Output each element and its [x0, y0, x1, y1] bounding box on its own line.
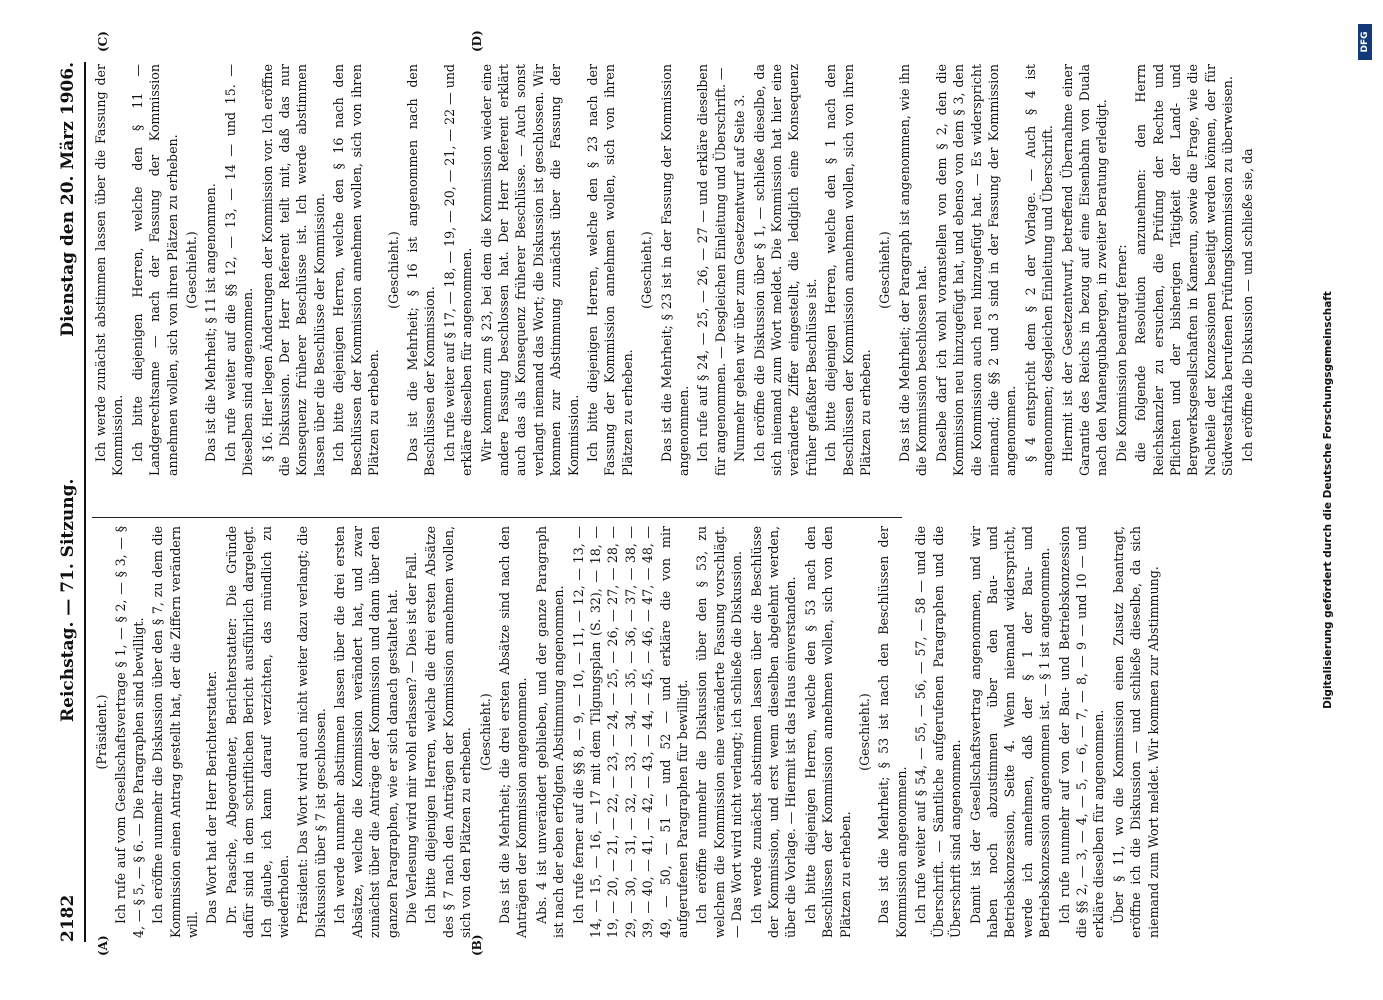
paragraph: Ich bitte diejenigen Herren, welche den § 16 nach den Beschlüssen der Kommission annehmen wollen, sich von ihren Plätzen zu erheben. [331, 64, 382, 476]
margin-mark-b: (B) [470, 934, 484, 956]
paragraph: Über § 11, wo die Kommission einen Zusatz beantragt, eröffne ich die Diskussion — und schließe dieselbe, da sich niemand zum Wort meldet. Wir kommen zur Abstimmung. [1110, 526, 1161, 938]
paragraph: (Geschieht.) [477, 693, 493, 771]
paragraph: Das ist die Mehrheit; § 53 ist nach den Beschlüssen der Kommission angenommen. [876, 526, 909, 938]
paragraph: Das Wort hat der Herr Berichterstatter. [204, 670, 220, 924]
paragraph: Das ist die Mehrheit; die drei ersten Absätze sind nach den Anträgen der Kommission angenommen. [496, 526, 530, 938]
session-title: Reichstag. — 71. Sitzung. [58, 478, 78, 722]
paragraph: Ich eröffne nunmehr die Diskussion über den § 53, zu welchem die Kommission eine veränderte Fassung vorschlägt. — Das Wort wird nicht verlangt; ich schließe die Diskussion. [694, 526, 745, 938]
paragraph: § 4 entspricht dem § 2 der Vorlage. — Auch § 4 ist angenommen; desgleichen Einleitung und Überschrift. [1022, 64, 1056, 476]
paragraph: Wir kommen zum § 23, bei dem die Kommission wieder eine andere Fassung beschlossen hat. Der Herr Referent erklärt auch das als Konsequenz früherer Beschlüsse. — Auch sonst verlangt niemand das Wort; die Diskussion ist geschlossen. Wir kommen zur Abstimmung zunächst über die Fassung der Kommission. [478, 64, 581, 476]
paragraph: (Geschieht.) [184, 231, 200, 309]
paragraph: Ich eröffne die Diskussion über § 1, — schließe dieselbe, da sich niemand zum Wort meldet. Die Kommission hat hier eine veränderte Ziffer eingestellt, die lediglich eine Konsequenz früher gefaßter Beschlüsse ist. [751, 64, 819, 476]
paragraph: (Geschieht.) [385, 231, 401, 309]
page-header [58, 62, 86, 942]
paragraph: Ich bitte diejenigen Herren, welche den § 1 nach den Beschlüssen der Kommission annehmen wollen, sich von ihren Plätzen zu erheben. [823, 64, 874, 476]
dfg-logo: DFG [1358, 24, 1372, 60]
paragraph: Ich werde zunächst abstimmen lassen über die Beschlüsse der Kommission, und erst wenn dieselben abgelehnt werden, über die Vorlage. — Hiermit ist das Haus einverstanden. [748, 526, 799, 938]
paragraph: Ich werde nunmehr abstimmen lassen über die drei ersten Absätze, welche die Kommission verändert hat, und zwar zunächst über die Anträge der Kommission und dann über den ganzen Paragraphen, wie er sich danach gestaltet hat. [332, 526, 400, 938]
paragraph: Ich rufe weiter auf die §§ 12, — 13, — 14 — und 15. — Dieselben sind angenommen. [222, 64, 256, 476]
paragraph: Das ist die Mehrheit; der Paragraph ist angenommen, wie ihn die Kommission beschlossen hat. [896, 64, 930, 476]
paragraph: Abs. 4 ist unverändert geblieben, und der ganze Paragraph ist nach der eben erfolgten Abstimmung angenommen. [533, 526, 567, 938]
paragraph: die folgende Resolution anzunehmen: den Herrn Reichskanzler zu ersuchen, die Prüfung der Rechte und Pflichten und der bisherigen Tätigkeit der Land- und Bergwerksgesellschaften in Kamerun, sowie die Frage, wie die Nachteile der Konzessionen beseitigt werden können, der für Südwestafrika berufenen Prüfungskommission zu überweisen. [1133, 64, 1236, 476]
paragraph: Ich werde zunächst abstimmen lassen über die Fassung der Kommission. [93, 64, 126, 476]
session-date: Dienstag den 20. März 1906. [58, 62, 78, 337]
digitization-credit: Digitalisierung gefördert durch die Deutsche Forschungsgemeinschaft [1322, 291, 1334, 709]
paragraph: (Präsident.) [94, 694, 109, 770]
paragraph: Ich rufe ferner auf die §§ 8, — 9, — 10, — 11, — 12, — 13, — 14, — 15, — 16, — 17 mit dem Tilgungsplan (S. 32), — 18, — 19, — 20, — 21, — 22, — 23, — 24, — 25, — 26, — 27, — 28, — 29, — 30, — 31, — 32, — 33, — 34, — 35, — 36, — 37, — 38, — 39, — 40, — 41, — 42, — 43, — 44, — 45, — 46, — 47, — 48, — 49, — 50, — 51 — und 52 — und erkläre die von mir aufgerufenen Paragraphen für bewilligt. [570, 526, 690, 938]
paragraph: Das ist die Mehrheit; § 23 ist in der Fassung der Kommission angenommen. [658, 64, 691, 476]
paragraph: Ich bitte diejenigen Herren, welche die drei ersten Absätze des § 7 nach den Anträgen der Kommission annehmen wollen, sich von den Plätzen zu erheben. [423, 526, 474, 938]
paragraph: Ich rufe auf § 24, — 25, — 26, — 27 — und erkläre dieselben für angenommen. — Desgleichen Einleitung und Überschrift. — [695, 64, 728, 476]
margin-mark-c: (C) [96, 31, 110, 52]
paragraph: Die Kommission beantragt ferner: [1113, 244, 1129, 462]
header-rule [84, 62, 86, 942]
paragraph: (Geschieht.) [639, 231, 655, 309]
page-number: 2182 [58, 894, 78, 942]
paragraph: Daselbe darf ich wohl voranstellen von dem § 2, den die Kommission neu hinzugefügt hat, und ebenso von dem § 3, den die Kommission auch neu hinzugefügt hat. — Es widerspricht niemand; die §§ 2 und 3 sind in der Fassung der Kommission angenommen. [933, 64, 1019, 476]
margin-mark-d: (D) [470, 30, 484, 52]
paragraph: § 16. Hier liegen Änderungen der Kommission vor. Ich eröffne die Diskussion. Der Herr Referent teilt mit, daß das nur Konsequenz früherer Beschlüsse ist. Ich werde abstimmen lassen über die Beschlüsse der Kommission. [259, 64, 327, 476]
paragraph: Die Verlesung wird mir wohl erlassen? — Dies ist der Fall. [403, 551, 419, 924]
paragraph: Ich bitte diejenigen Herren, welche den § 23 nach der Fassung der Kommission annehmen wollen, sich von ihren Plätzen zu erheben. [584, 64, 635, 476]
paragraph: Hiermit ist der Gesetzentwurf, betreffend Übernahme einer Garantie des Reichs in bezug auf eine Eisenbahn von Duala nach den Manengubabergen, in zweiter Beratung erledigt. [1059, 64, 1110, 476]
paragraph: Ich eröffne die Diskussion — und schließe sie, da [1239, 148, 1255, 462]
paragraph: Ich bitte diejenigen Herren, welche den § 11 — Landgerechtsame — nach der Fassung der Kommission annehmen wollen, sich von ihren Plätzen zu erheben. [129, 64, 180, 476]
paragraph: (Geschieht.) [857, 693, 873, 771]
paragraph: Ich rufe nunmehr auf von der Bau- und Betriebskonzession die §§ 2, — 3, — 4, — 5, — 6, — 7, — 8, — 9 — und 10 — und erkläre dieselben für angenommen. [1056, 526, 1107, 938]
paragraph: Nunmehr gehen wir über zum Gesetzentwurf auf Seite 3. [732, 94, 748, 462]
paragraph: Dr. Paasche, Abgeordneter, Berichterstatter: Die Gründe dafür sind in dem schriftlichen Bericht ausführlich dargelegt. Ich glaube, ich kann darauf verzichten, das mündlich zu wiederholen. [223, 526, 292, 938]
left-column [92, 526, 1161, 938]
paragraph: Präsident: Das Wort wird auch nicht weiter dazu verlangt; die Diskussion über § 7 ist geschlossen. [295, 526, 328, 938]
column-divider [92, 517, 902, 518]
paragraph: Ich bitte diejenigen Herren, welche den § 53 nach den Beschlüssen der Kommission annehmen wollen, sich von den Plätzen zu erheben. [802, 526, 853, 938]
paragraph: Ich rufe auf vom Gesellschaftsvertrage § 1, — § 2, — § 3, — § 4, — § 5, — § 6. — Die Paragraphen sind bewilligt. [113, 526, 146, 938]
paragraph: Das ist die Mehrheit; § 16 ist angenommen nach den Beschlüssen der Kommission. [404, 64, 438, 476]
margin-mark-a: (A) [96, 935, 110, 956]
paragraph: Das ist die Mehrheit; § 11 ist angenommen. [203, 183, 219, 462]
paragraph: Ich rufe weiter auf § 54, — 55, — 56, — 57, — 58 — und die Überschrift. — Sämtliche aufgerufenen Paragraphen und die Überschrift sind angenommen. [913, 526, 964, 938]
paragraph: Damit ist der Gesellschaftsvertrag angenommen, und wir haben noch abzustimmen über den Bau- und Betriebskonzession, Seite 4. Wenn niemand widerspricht, werde ich annehmen, daß der § 1 der Bau- und Betriebskonzession angenommen ist. — § 1 ist angenommen. [967, 526, 1053, 938]
paragraph: Ich rufe weiter auf § 17, — 18, — 19, — 20, — 21, — 22 — und erkläre dieselben für angenommen. [441, 64, 475, 476]
right-column [92, 64, 1255, 476]
paragraph: (Geschieht.) [877, 231, 893, 309]
paragraph: Ich eröffne nunmehr die Diskussion über den § 7, zu dem die Kommission einen Antrag gestellt hat, der die Ziffern verändern will. [150, 526, 201, 938]
